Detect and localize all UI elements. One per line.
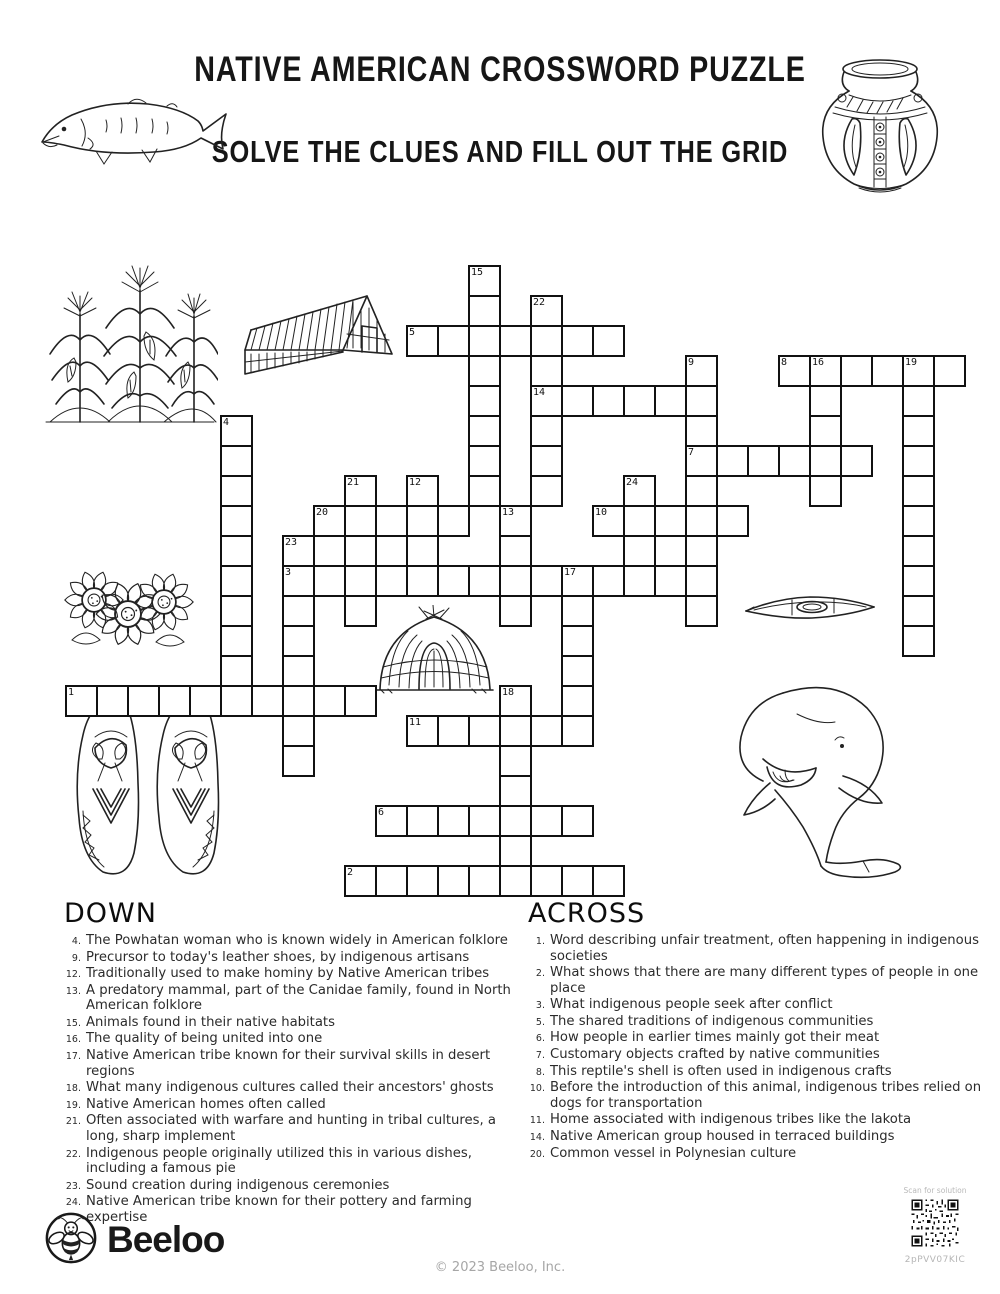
copyright-text: © 2023 Beeloo, Inc. <box>434 1260 566 1275</box>
page-subtitle: SOLVE THE CLUES AND FILL OUT THE GRID <box>211 134 789 169</box>
clue-text: What shows that there are many different types of people in one place <box>550 965 979 996</box>
clue-text: Native American tribe known for their pottery and farming expertise <box>86 1194 472 1225</box>
clue-text: What indigenous people seek after conflict <box>550 997 833 1013</box>
clue-text: The Powhatan woman who is known widely in American folklore <box>86 933 508 948</box>
clue-text: This reptile's shell is often used in indigenous crafts <box>550 1063 892 1079</box>
crossword-cell[interactable] <box>406 715 439 747</box>
crossword-cell[interactable] <box>499 595 532 627</box>
crossword-cell[interactable] <box>282 625 315 657</box>
clue-number: 17. <box>65 1051 81 1063</box>
crossword-cell[interactable] <box>468 415 501 447</box>
crossword-cell[interactable] <box>127 685 160 717</box>
clue-text: Native American tribe known for their survival skills in desert regions <box>86 1048 491 1079</box>
clue-number: 1. <box>535 936 545 947</box>
down-clue-item <box>64 1146 516 1177</box>
qr-code-text: 2pPVV07KIC <box>904 1255 966 1265</box>
crossword-cell[interactable] <box>592 565 625 597</box>
crossword-cell[interactable] <box>220 565 253 597</box>
crossword-cell[interactable] <box>406 565 439 597</box>
clue-text: The shared traditions of indigenous communities <box>550 1013 874 1029</box>
crossword-cell[interactable] <box>499 775 532 807</box>
down-clue-item <box>64 1097 516 1113</box>
clue-text: Precursor to today's leather shoes, by indigenous artisans <box>86 949 470 965</box>
down-clue-item <box>64 933 516 949</box>
clue-number: 6. <box>535 1033 545 1045</box>
down-heading: DOWN <box>64 898 157 929</box>
across-clue-item <box>528 1129 990 1145</box>
clue-number: 2. <box>535 968 545 980</box>
crossword-cell[interactable] <box>530 805 563 837</box>
crossword-cell[interactable] <box>530 565 563 597</box>
clue-number: 22. <box>65 1148 81 1160</box>
down-clue-item <box>64 983 516 1014</box>
crossword-cell[interactable] <box>189 685 222 717</box>
crossword-cell[interactable] <box>747 445 780 477</box>
crossword-cell[interactable] <box>344 685 377 717</box>
across-clue-item <box>528 1064 990 1080</box>
crossword-cell[interactable] <box>561 805 594 837</box>
crossword-cell[interactable] <box>561 685 594 717</box>
crossword-cell[interactable] <box>468 865 501 897</box>
across-clue-item <box>528 965 990 996</box>
crossword-cell[interactable] <box>685 475 718 507</box>
crossword-cell[interactable] <box>530 715 563 747</box>
clue-text: Indigenous people originally utilized this in various dishes, including a famous pie <box>86 1145 472 1177</box>
clue-text: Animals found in their native habitats <box>86 1014 335 1030</box>
crossword-cell[interactable] <box>437 715 470 747</box>
down-clue-item <box>64 966 516 982</box>
crossword-cell[interactable] <box>685 385 718 417</box>
crossword-cell[interactable] <box>530 415 563 447</box>
crossword-cell[interactable] <box>406 475 439 507</box>
clue-number: 7. <box>535 1050 545 1062</box>
crossword-cell[interactable] <box>468 805 501 837</box>
crossword-cell[interactable] <box>902 445 935 477</box>
crossword-cell[interactable] <box>561 325 594 357</box>
crossword-cell[interactable] <box>871 355 904 387</box>
crossword-cell[interactable] <box>375 505 408 537</box>
crossword-cell[interactable] <box>623 565 656 597</box>
crossword-cell[interactable] <box>592 385 625 417</box>
clue-text: Native American homes often called <box>86 1096 326 1112</box>
crossword-cell[interactable] <box>902 505 935 537</box>
crossword-cell[interactable] <box>561 715 594 747</box>
crossword-cell[interactable] <box>561 385 594 417</box>
clue-text: The quality of being united into one <box>86 1031 323 1047</box>
clue-text: How people in earlier times mainly got their meat <box>550 1030 880 1046</box>
clue-number-label: 3 <box>285 567 292 578</box>
clue-number: 12. <box>65 969 81 981</box>
clue-number: 16. <box>65 1034 81 1046</box>
crossword-cell[interactable] <box>840 445 873 477</box>
crossword-cell[interactable] <box>437 805 470 837</box>
clue-number: 9. <box>71 952 81 964</box>
crossword-cell[interactable] <box>654 565 687 597</box>
clue-number-label: 24 <box>626 477 639 488</box>
down-clues-section <box>64 898 516 1226</box>
crossword-cell[interactable] <box>344 565 377 597</box>
crossword-cell[interactable] <box>344 595 377 627</box>
crossword-cell[interactable] <box>902 355 935 387</box>
crossword-cell[interactable] <box>220 685 253 717</box>
crossword-cell[interactable] <box>282 595 315 627</box>
crossword-cell[interactable] <box>530 325 563 357</box>
crossword-cell[interactable] <box>561 655 594 687</box>
crossword-cell[interactable] <box>220 475 253 507</box>
crossword-cell[interactable] <box>344 865 377 897</box>
salmon-illustration-icon <box>36 92 232 178</box>
crossword-cell[interactable] <box>437 505 470 537</box>
crossword-cell[interactable] <box>282 745 315 777</box>
crossword-cell[interactable] <box>561 595 594 627</box>
crossword-cell[interactable] <box>437 865 470 897</box>
crossword-cell[interactable] <box>499 565 532 597</box>
crossword-cell[interactable] <box>406 325 439 357</box>
crossword-cell[interactable] <box>344 505 377 537</box>
down-clue-item <box>64 1031 516 1047</box>
clue-number: 19. <box>65 1099 81 1111</box>
crossword-cell[interactable] <box>561 565 594 597</box>
crossword-cell[interactable] <box>499 325 532 357</box>
crossword-cell[interactable] <box>499 865 532 897</box>
crossword-cell[interactable] <box>623 385 656 417</box>
crossword-cell[interactable] <box>561 625 594 657</box>
crossword-cell[interactable] <box>313 685 346 717</box>
crossword-cell[interactable] <box>375 805 408 837</box>
crossword-cell[interactable] <box>220 595 253 627</box>
across-clue-item <box>528 1080 990 1111</box>
crossword-cell[interactable] <box>313 565 346 597</box>
crossword-cell[interactable] <box>468 265 501 297</box>
crossword-cell[interactable] <box>282 535 315 567</box>
across-clue-item <box>528 1030 990 1046</box>
crossword-cell[interactable] <box>902 385 935 417</box>
clue-number-label: 2 <box>347 867 354 878</box>
clue-number: 5. <box>535 1016 545 1028</box>
crossword-cell[interactable] <box>220 655 253 687</box>
clue-number: 20. <box>529 1148 545 1160</box>
clue-number-label: 11 <box>409 717 422 728</box>
clue-text: Word describing unfair treatment, often happening in indigenous societies <box>550 933 979 964</box>
clue-number-label: 21 <box>347 477 360 488</box>
crossword-cell[interactable] <box>685 505 718 537</box>
crossword-cell[interactable] <box>530 475 563 507</box>
crossword-cell[interactable] <box>282 655 315 687</box>
qr-code <box>910 1233 960 1252</box>
crossword-cell[interactable] <box>902 595 935 627</box>
clue-number: 23. <box>65 1180 81 1192</box>
down-clue-item <box>64 1113 516 1144</box>
crossword-cell[interactable] <box>685 595 718 627</box>
crossword-cell[interactable] <box>220 505 253 537</box>
crossword-cell[interactable] <box>592 325 625 357</box>
crossword-cell[interactable] <box>220 415 253 447</box>
across-heading: ACROSS <box>528 898 646 929</box>
clue-number-label: 10 <box>595 507 608 518</box>
crossword-cell[interactable] <box>251 685 284 717</box>
clue-number-label: 9 <box>688 357 695 368</box>
clue-number-label: 13 <box>502 507 515 518</box>
page-title: NATIVE AMERICAN CROSSWORD PUZZLE <box>194 50 806 89</box>
crossword-cell[interactable] <box>220 445 253 477</box>
clue-number: 8. <box>535 1066 545 1078</box>
crossword-cell[interactable] <box>437 325 470 357</box>
clue-number-label: 17 <box>564 567 577 578</box>
clue-number-label: 16 <box>812 357 825 368</box>
clue-number: 18. <box>65 1083 81 1095</box>
crossword-cell[interactable] <box>685 535 718 567</box>
clue-text: Before the introduction of this animal, indigenous tribes relied on dogs for transportation <box>550 1080 982 1111</box>
clue-number-label: 18 <box>502 687 515 698</box>
crossword-cell[interactable] <box>933 355 966 387</box>
across-clues-list <box>528 933 990 1161</box>
clue-text: Sound creation during indigenous ceremonies <box>86 1177 390 1193</box>
crossword-cell[interactable] <box>468 355 501 387</box>
crossword-cell[interactable] <box>468 385 501 417</box>
across-clue-item <box>528 1047 990 1063</box>
crossword-cell[interactable] <box>499 805 532 837</box>
crossword-cell[interactable] <box>530 445 563 477</box>
crossword-cell[interactable] <box>685 445 718 477</box>
clue-number-label: 1 <box>68 687 75 698</box>
crossword-cell[interactable] <box>902 475 935 507</box>
crossword-cell[interactable] <box>561 865 594 897</box>
clue-text: Traditionally used to make hominy by Native American tribes <box>86 966 490 982</box>
across-clue-item <box>528 1112 990 1128</box>
crossword-cell[interactable] <box>499 505 532 537</box>
clue-number-label: 12 <box>409 477 422 488</box>
clue-number-label: 15 <box>471 267 484 278</box>
crossword-cell[interactable] <box>499 535 532 567</box>
crossword-cell[interactable] <box>623 505 656 537</box>
clue-text: Customary objects crafted by native communities <box>550 1047 880 1063</box>
crossword-cell[interactable] <box>282 565 315 597</box>
down-clue-item <box>64 1048 516 1079</box>
crossword-cell[interactable] <box>592 865 625 897</box>
clue-number-label: 6 <box>378 807 385 818</box>
clue-number: 21. <box>65 1116 81 1128</box>
across-clue-item <box>528 1146 990 1162</box>
crossword-cell[interactable] <box>809 475 842 507</box>
clue-text: Common vessel in Polynesian culture <box>550 1145 797 1161</box>
crossword-cell[interactable] <box>685 415 718 447</box>
clue-number-label: 8 <box>781 357 788 368</box>
crossword-cell[interactable] <box>344 475 377 507</box>
crossword-cell[interactable] <box>685 355 718 387</box>
down-clue-item <box>64 1178 516 1194</box>
clue-number: 14. <box>529 1131 545 1143</box>
crossword-cell[interactable] <box>778 355 811 387</box>
clue-text: Native American group housed in terraced buildings <box>550 1128 895 1144</box>
crossword-cell[interactable] <box>344 535 377 567</box>
across-clues-section <box>528 898 990 1162</box>
qr-label: Scan for solution <box>903 1186 967 1195</box>
crossword-cell[interactable] <box>902 415 935 447</box>
crossword-cell[interactable] <box>313 505 346 537</box>
crossword-cell[interactable] <box>282 685 315 717</box>
across-clue-item <box>528 997 990 1013</box>
crossword-cell[interactable] <box>499 715 532 747</box>
crossword-cell[interactable] <box>809 445 842 477</box>
clue-text: Home associated with indigenous tribes like the lakota <box>550 1112 912 1128</box>
crossword-cell[interactable] <box>406 505 439 537</box>
crossword-cell[interactable] <box>530 295 563 327</box>
clue-number-label: 19 <box>905 357 918 368</box>
crossword-cell[interactable] <box>809 385 842 417</box>
crossword-cell[interactable] <box>530 385 563 417</box>
clue-text: What many indigenous cultures called their ancestors' ghosts <box>86 1080 494 1096</box>
crossword-cell[interactable] <box>530 355 563 387</box>
crossword-cell[interactable] <box>406 865 439 897</box>
crossword-cell[interactable] <box>902 565 935 597</box>
crossword-cell[interactable] <box>685 565 718 597</box>
crossword-cell[interactable] <box>220 535 253 567</box>
clue-number-label: 4 <box>223 417 230 428</box>
crossword-cell[interactable] <box>468 715 501 747</box>
clue-number-label: 5 <box>409 327 416 338</box>
clue-number: 13. <box>65 985 81 997</box>
clue-text: Often associated with warfare and hunting in tribal cultures, a long, sharp implement <box>86 1113 496 1144</box>
down-clues-list <box>64 933 516 1225</box>
down-clue-item <box>64 1080 516 1096</box>
crossword-cell[interactable] <box>375 865 408 897</box>
crossword-cell[interactable] <box>468 295 501 327</box>
pottery-illustration-icon <box>813 55 949 199</box>
crossword-cell[interactable] <box>96 685 129 717</box>
clue-number: 10. <box>529 1083 545 1095</box>
crossword-cell[interactable] <box>840 355 873 387</box>
clue-number-label: 20 <box>316 507 329 518</box>
clue-number-label: 14 <box>533 387 546 398</box>
crossword-cell[interactable] <box>902 625 935 657</box>
crossword-cell[interactable] <box>499 835 532 867</box>
crossword-cell[interactable] <box>716 505 749 537</box>
down-clue-item <box>64 950 516 966</box>
clue-number: 4. <box>71 936 81 947</box>
clue-number: 11. <box>529 1115 545 1127</box>
clue-number: 24. <box>65 1197 81 1209</box>
down-clue-item <box>64 1015 516 1031</box>
crossword-cell[interactable] <box>468 325 501 357</box>
clue-number-label: 22 <box>533 297 546 308</box>
crossword-cell[interactable] <box>158 685 191 717</box>
crossword-cell[interactable] <box>375 565 408 597</box>
clue-number-label: 7 <box>688 447 695 458</box>
crossword-cell[interactable] <box>406 805 439 837</box>
crossword-cell[interactable] <box>654 385 687 417</box>
crossword-grid <box>65 265 966 897</box>
crossword-cell[interactable] <box>809 415 842 447</box>
crossword-cell[interactable] <box>499 685 532 717</box>
clue-number: 15. <box>65 1017 81 1029</box>
crossword-cell[interactable] <box>902 535 935 567</box>
crossword-cell[interactable] <box>623 475 656 507</box>
clue-number: 3. <box>535 1000 545 1012</box>
brand-name: Beeloo <box>107 1219 225 1260</box>
crossword-cell[interactable] <box>592 505 625 537</box>
qr-block <box>895 1186 975 1265</box>
crossword-cell[interactable] <box>65 685 98 717</box>
crossword-cell[interactable] <box>623 535 656 567</box>
crossword-cell[interactable] <box>499 745 532 777</box>
crossword-cell[interactable] <box>282 715 315 747</box>
clue-text: A predatory mammal, part of the Canidae family, found in North American folklore <box>86 982 511 1014</box>
crossword-cell[interactable] <box>809 355 842 387</box>
crossword-cell[interactable] <box>530 865 563 897</box>
crossword-cell[interactable] <box>406 535 439 567</box>
crossword-cell[interactable] <box>468 445 501 477</box>
crossword-cell[interactable] <box>778 445 811 477</box>
clue-number-label: 23 <box>285 537 298 548</box>
crossword-cell[interactable] <box>468 475 501 507</box>
crossword-cell[interactable] <box>437 565 470 597</box>
crossword-cell[interactable] <box>654 505 687 537</box>
across-clue-item <box>528 933 990 964</box>
crossword-cell[interactable] <box>220 625 253 657</box>
crossword-cell[interactable] <box>716 445 749 477</box>
crossword-cell[interactable] <box>468 565 501 597</box>
across-clue-item <box>528 1014 990 1030</box>
